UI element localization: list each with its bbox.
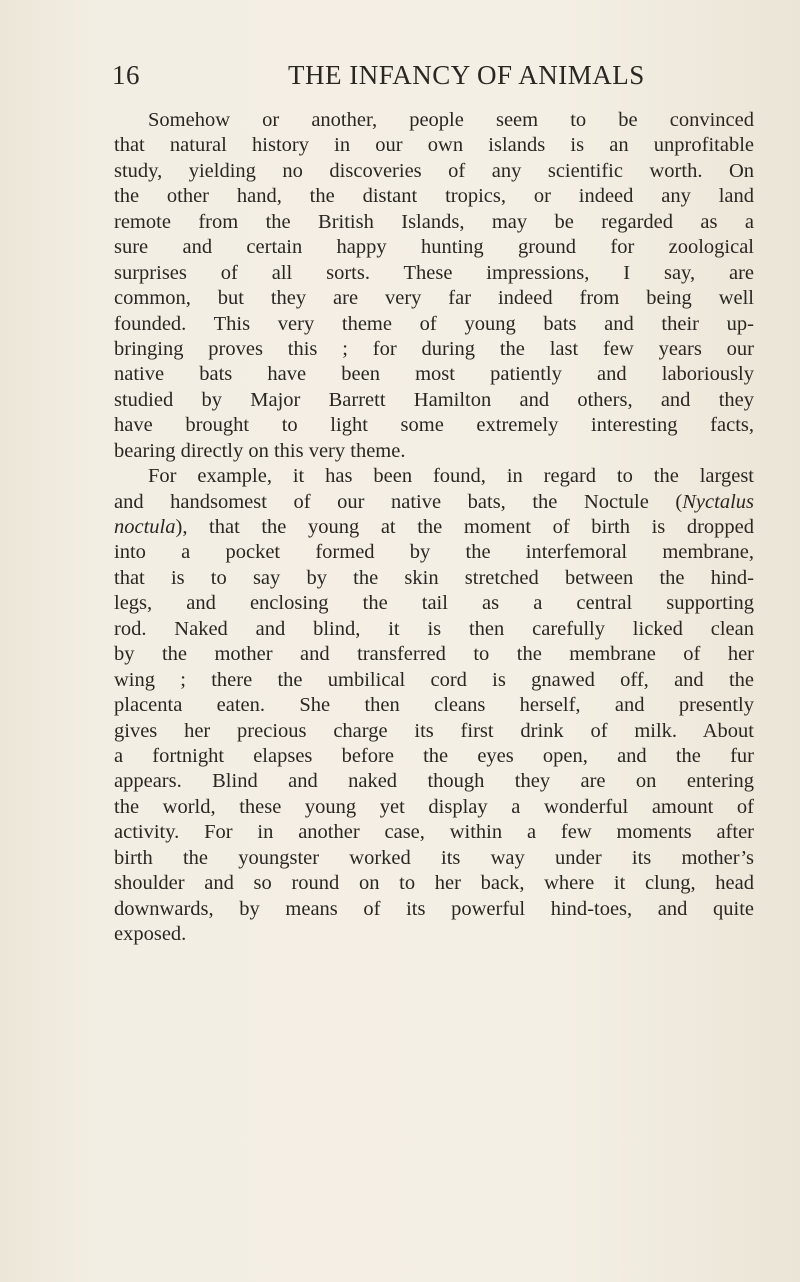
text-line: surprises of all sorts. These impressions, I say, are xyxy=(114,261,754,284)
line-text: ), that the young at the moment of birth is dropped xyxy=(175,516,754,538)
text-line: activity. For in another case, within a few moments after xyxy=(114,821,754,844)
species-name: noctula xyxy=(114,516,176,538)
text-line: the world, these young yet display a wonderful amount of xyxy=(114,795,754,818)
text-line: have brought to light some extremely interesting facts, xyxy=(114,414,754,437)
text-line: gives her precious charge its first drink of milk. About xyxy=(114,719,754,742)
running-title: THE INFANCY OF ANIMALS xyxy=(288,60,645,90)
text-line: Somehow or another, people seem to be convinced xyxy=(148,109,754,131)
text-line: common, but they are very far indeed from being well xyxy=(114,287,754,310)
text-line: the other hand, the distant tropics, or indeed any land xyxy=(114,185,754,208)
genus-name: Nyctalus xyxy=(682,490,754,513)
text-line: bearing directly on this very theme. xyxy=(114,439,406,462)
text-line: wing ; there the umbilical cord is gnawed off, and the xyxy=(114,668,754,691)
text-line: rod. Naked and blind, it is then carefully licked clean xyxy=(114,617,754,640)
text-line: exposed. xyxy=(114,923,187,945)
text-line: placenta eaten. She then cleans herself, and presently xyxy=(114,694,754,717)
text-line: native bats have been most patiently and laboriously xyxy=(114,363,754,386)
text-line: appears. Blind and naked though they are on entering xyxy=(114,770,754,793)
text-line-with-genus xyxy=(114,490,754,515)
text-line: legs, and enclosing the tail as a central supporting xyxy=(114,592,754,615)
text-line: that is to say by the skin stretched between the hind- xyxy=(114,566,754,589)
body-text xyxy=(114,108,754,947)
running-header xyxy=(112,60,732,100)
text-line: birth the youngster worked its way under its mother’s xyxy=(114,846,754,869)
text-line-with-species xyxy=(114,515,754,540)
text-line: For example, it has been found, in regard to the largest xyxy=(148,465,754,488)
text-line: sure and certain happy hunting ground for zoological xyxy=(114,236,754,259)
paragraph-1 xyxy=(114,108,754,464)
text-line: founded. This very theme of young bats and their up- xyxy=(114,312,754,335)
text-line: studied by Major Barrett Hamilton and others, and they xyxy=(114,388,754,411)
paragraph-2 xyxy=(114,464,754,947)
text-line: remote from the British Islands, may be regarded as a xyxy=(114,210,754,233)
text-line: shoulder and so round on to her back, where it clung, head xyxy=(114,872,754,895)
page-number: 16 xyxy=(112,60,140,90)
text-line: study, yielding no discoveries of any scientific worth. On xyxy=(114,159,754,182)
text-line: a fortnight elapses before the eyes open, and the fur xyxy=(114,744,754,767)
line-text: and handsomest of our native bats, the Noctule ( xyxy=(114,490,683,513)
text-line: downwards, by means of its powerful hind-toes, and quite xyxy=(114,897,754,920)
text-line: into a pocket formed by the interfemoral membrane, xyxy=(114,541,754,564)
text-line: bringing proves this ; for during the last few years our xyxy=(114,337,754,360)
text-line: that natural history in our own islands is an unprofitable xyxy=(114,134,754,157)
text-line: by the mother and transferred to the membrane of her xyxy=(114,643,754,666)
